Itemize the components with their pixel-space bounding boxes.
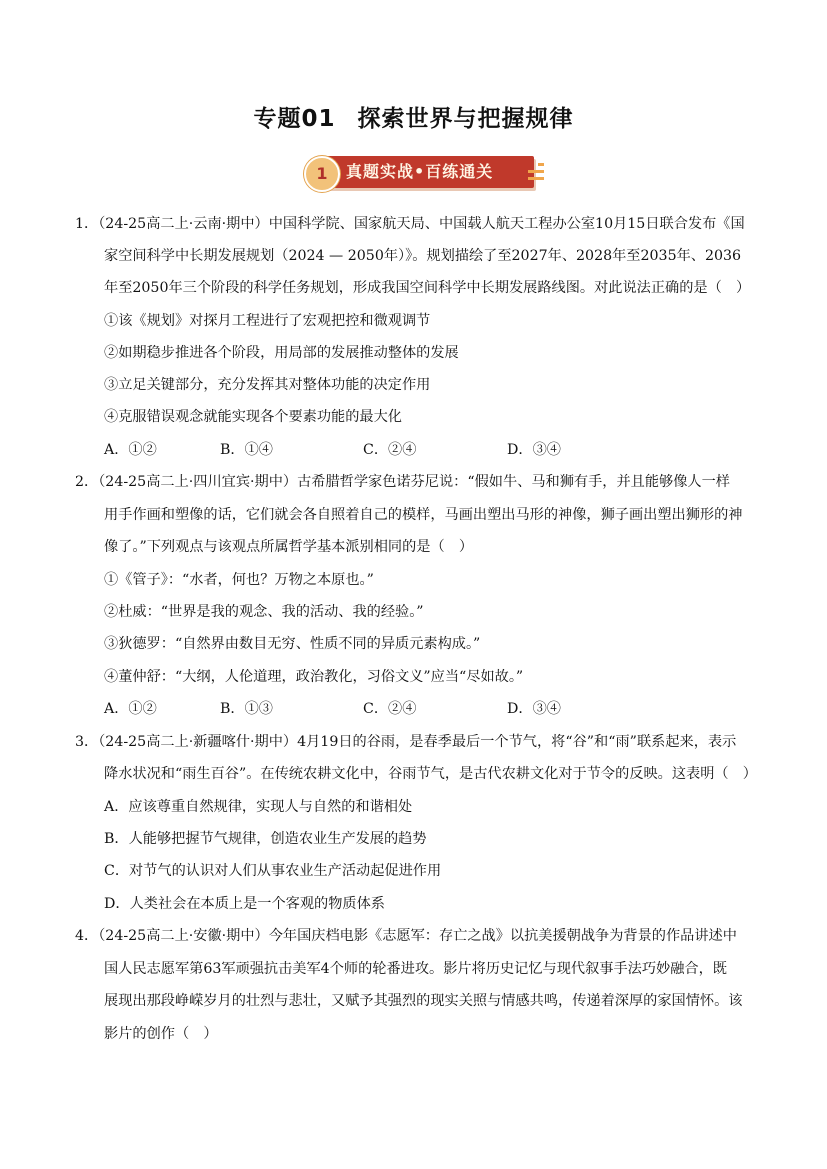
statement-2: ②杜威：“世界是我的观念、我的活动、我的经验。” <box>104 604 424 620</box>
question-text-line: 家空间科学中长期发展规划（2024 — 2050年）》。规划描绘了至2027年、2028年至2035年、2036 <box>104 248 742 264</box>
question-text-line: 像了。”下列观点与该观点所属哲学基本派别相同的是（ ） <box>104 539 474 555</box>
title-part1: 专题01 <box>253 106 336 132</box>
statement-4: ④董仲舒：“大纲，人伦道理，政治教化，习俗文义”应当“尽如故。” <box>104 669 524 685</box>
title-part2: 探索世界与把握规律 <box>357 106 574 132</box>
question-text-line: 1．（24-25高二上·云南·期中）中国科学院、国家航天局、中国载人航天工程办公室10月15日联合发布《国 <box>75 216 745 232</box>
statement-2: ②如期稳步推进各个阶段，用局部的发展推动整体的发展 <box>104 345 459 361</box>
option-d: D．③④ <box>507 701 561 717</box>
option-a: A．①② <box>104 701 157 717</box>
option-d: D．③④ <box>507 442 561 458</box>
option-b: B．①③ <box>220 701 273 717</box>
option-a: A．①② <box>104 442 157 458</box>
option-d: D．人类社会在本质上是一个客观的物质体系 <box>104 896 385 912</box>
question-text-line: 影片的创作（ ） <box>104 1026 218 1042</box>
option-b: B．人能够把握节气规律，创造农业生产发展的趋势 <box>104 831 427 847</box>
question-text-line: 3．（24-25高二上·新疆喀什·期中）4月19日的谷雨，是春季最后一个节气，将“谷”和“雨”联系起来，表示 <box>75 734 737 750</box>
statement-3: ③立足关键部分，充分发挥其对整体功能的决定作用 <box>104 377 431 393</box>
question-text-line: 降水状况和“雨生百谷”。在传统农耕文化中，谷雨节气，是古代农耕文化对于节令的反映。这表明（ ） <box>104 766 757 782</box>
question-text-line: 国人民志愿军第63军顽强抗击美军4个师的轮番进攻。影片将历史记忆与现代叙事手法巧妙融合，既 <box>104 961 727 977</box>
option-a: A．应该尊重自然规律，实现人与自然的和谐相处 <box>104 799 413 815</box>
question-text-line: 用手作画和塑像的话，它们就会各自照着自己的模样，马画出塑出马形的神像，狮子画出塑出狮形的神 <box>104 507 743 523</box>
question-text-line: 年至2050年三个阶段的科学任务规划，形成我国空间科学中长期发展路线图。对此说法正确的是（ ） <box>104 280 751 296</box>
section-banner <box>302 153 546 193</box>
page-title <box>0 100 827 133</box>
statement-3: ③狄德罗：“自然界由数目无穷、性质不同的异质元素构成。” <box>104 636 481 652</box>
question-text-line: 2．（24-25高二上·四川宜宾·期中）古希腊哲学家色诺芬尼说：“假如牛、马和狮有手，并且能够像人一样 <box>75 474 730 490</box>
option-c: C．对节气的认识对人们从事农业生产活动起促进作用 <box>104 863 442 879</box>
banner-decoration <box>538 163 544 166</box>
banner-decoration <box>528 177 544 180</box>
banner-text: 真题实战•百练通关 <box>346 162 494 181</box>
banner-decoration <box>528 170 544 173</box>
question-text-line: 展现出那段峥嵘岁月的壮烈与悲壮，又赋予其强烈的现实关照与情感共鸣，传递着深厚的家国情怀。该 <box>104 993 743 1009</box>
question-text-line: 4．（24-25高二上·安徽·期中）今年国庆档电影《志愿军：存亡之战》以抗美援朝战争为背景的作品讲述中 <box>75 928 737 944</box>
option-c: C．②④ <box>363 701 417 717</box>
option-b: B．①④ <box>220 442 273 458</box>
banner-number-badge: 1 <box>304 156 340 192</box>
statement-1: ①《管子》：“水者，何也？万物之本原也。” <box>104 572 374 588</box>
statement-4: ④克服错误观念就能实现各个要素功能的最大化 <box>104 409 402 425</box>
option-c: C．②④ <box>363 442 417 458</box>
statement-1: ①该《规划》对探月工程进行了宏观把控和微观调节 <box>104 313 431 329</box>
